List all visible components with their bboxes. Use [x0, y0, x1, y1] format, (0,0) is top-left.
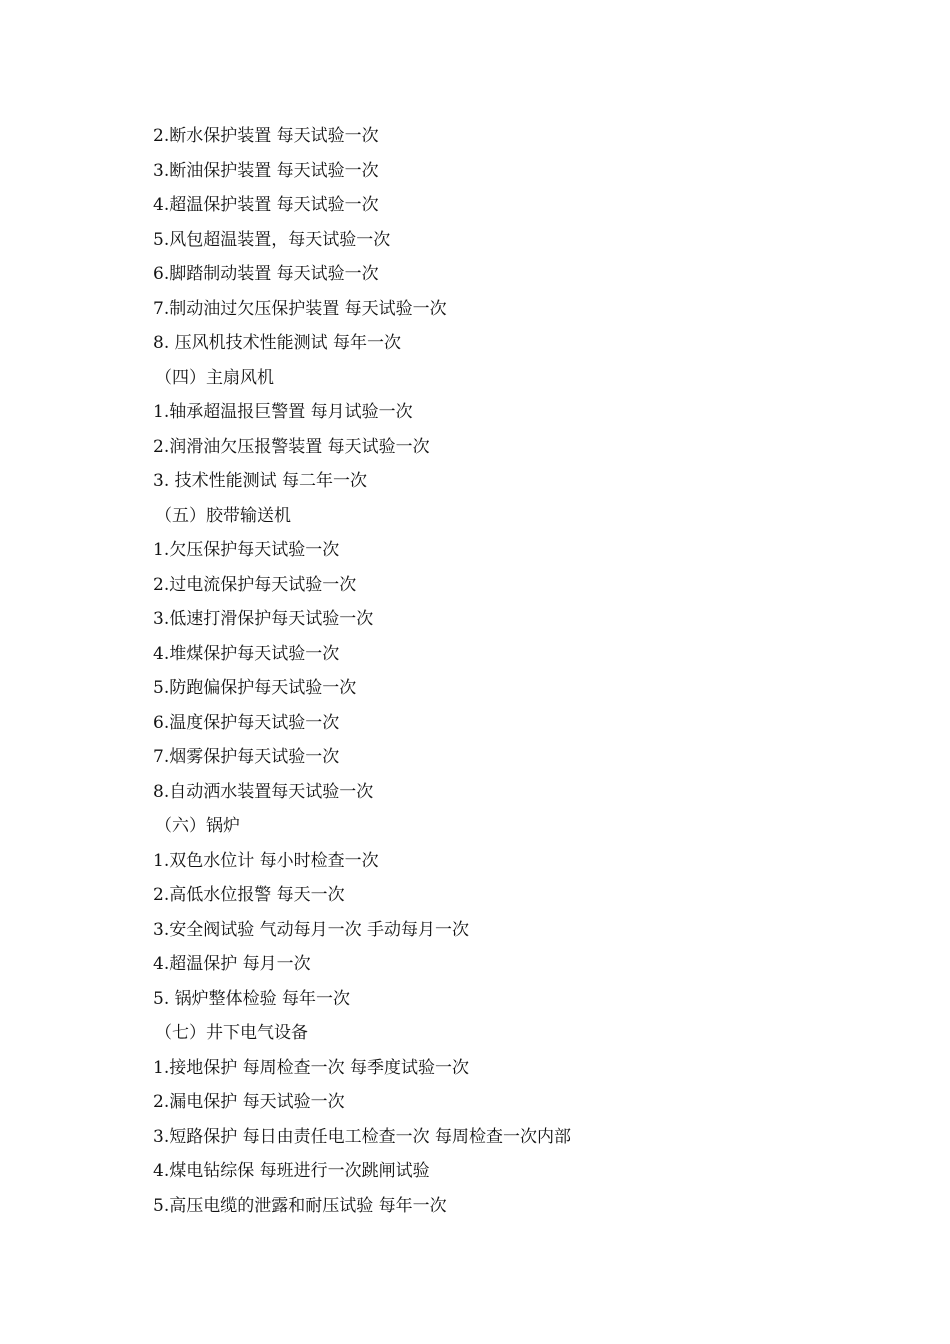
section-heading: （七）井下电气设备 — [155, 1023, 308, 1043]
section-heading: （五）胶带输送机 — [155, 505, 291, 526]
list-item: 7.制动油过欠压保护装置 每天试验一次 — [153, 298, 447, 319]
list-item: 3. 技术性能测试 每二年一次 — [153, 471, 368, 491]
list-item: 3.短路保护 每日由责任电工检查一次 每周检查一次内部 — [153, 1126, 572, 1147]
section-heading: （四）主扇风机 — [155, 367, 274, 388]
list-item: 2.漏电保护 每天试验一次 — [153, 1092, 345, 1112]
list-item: 2.高低水位报警 每天一次 — [153, 885, 345, 905]
list-item: 5. 锅炉整体检验 每年一次 — [153, 988, 351, 1009]
list-item: 2.过电流保护每天试验一次 — [153, 574, 357, 595]
list-item: 8.自动洒水装置每天试验一次 — [153, 781, 374, 802]
list-item: 1.双色水位计 每小时检查一次 — [153, 850, 379, 871]
list-item: 1.接地保护 每周检查一次 每季度试验一次 — [153, 1057, 470, 1078]
list-item: 8. 压风机技术性能测试 每年一次 — [153, 333, 402, 353]
list-item: 1.欠压保护每天试验一次 — [153, 540, 340, 560]
list-item: 2.润滑油欠压报警装置 每天试验一次 — [153, 436, 430, 457]
list-item: 5.防跑偏保护每天试验一次 — [153, 678, 357, 698]
list-item: 3.低速打滑保护每天试验一次 — [153, 609, 374, 629]
list-item: 4.堆煤保护每天试验一次 — [153, 643, 340, 664]
list-item: 4.煤电钻综保 每班进行一次跳闸试验 — [153, 1161, 430, 1181]
list-item: 2.断水保护装置 每天试验一次 — [153, 126, 379, 146]
section-heading: （六）锅炉 — [155, 816, 240, 836]
list-item: 4.超温保护 每月一次 — [153, 954, 311, 974]
list-item: 1.轴承超温报巨警置 每月试验一次 — [153, 402, 413, 422]
list-item: 5.高压电缆的泄露和耐压试验 每年一次 — [153, 1195, 447, 1216]
list-item: 3.断油保护装置 每天试验一次 — [153, 160, 379, 181]
list-item: 6.脚踏制动装置 每天试验一次 — [153, 264, 379, 284]
list-item: 4.超温保护装置 每天试验一次 — [153, 195, 379, 215]
list-item: 6.温度保护每天试验一次 — [153, 712, 340, 733]
document-body — [153, 119, 571, 1223]
list-item: 7.烟雾保护每天试验一次 — [153, 747, 340, 767]
list-item: 5.风包超温装置，每天试验一次 — [153, 229, 391, 250]
list-item: 3.安全阀试验 气动每月一次 手动每月一次 — [153, 919, 470, 940]
